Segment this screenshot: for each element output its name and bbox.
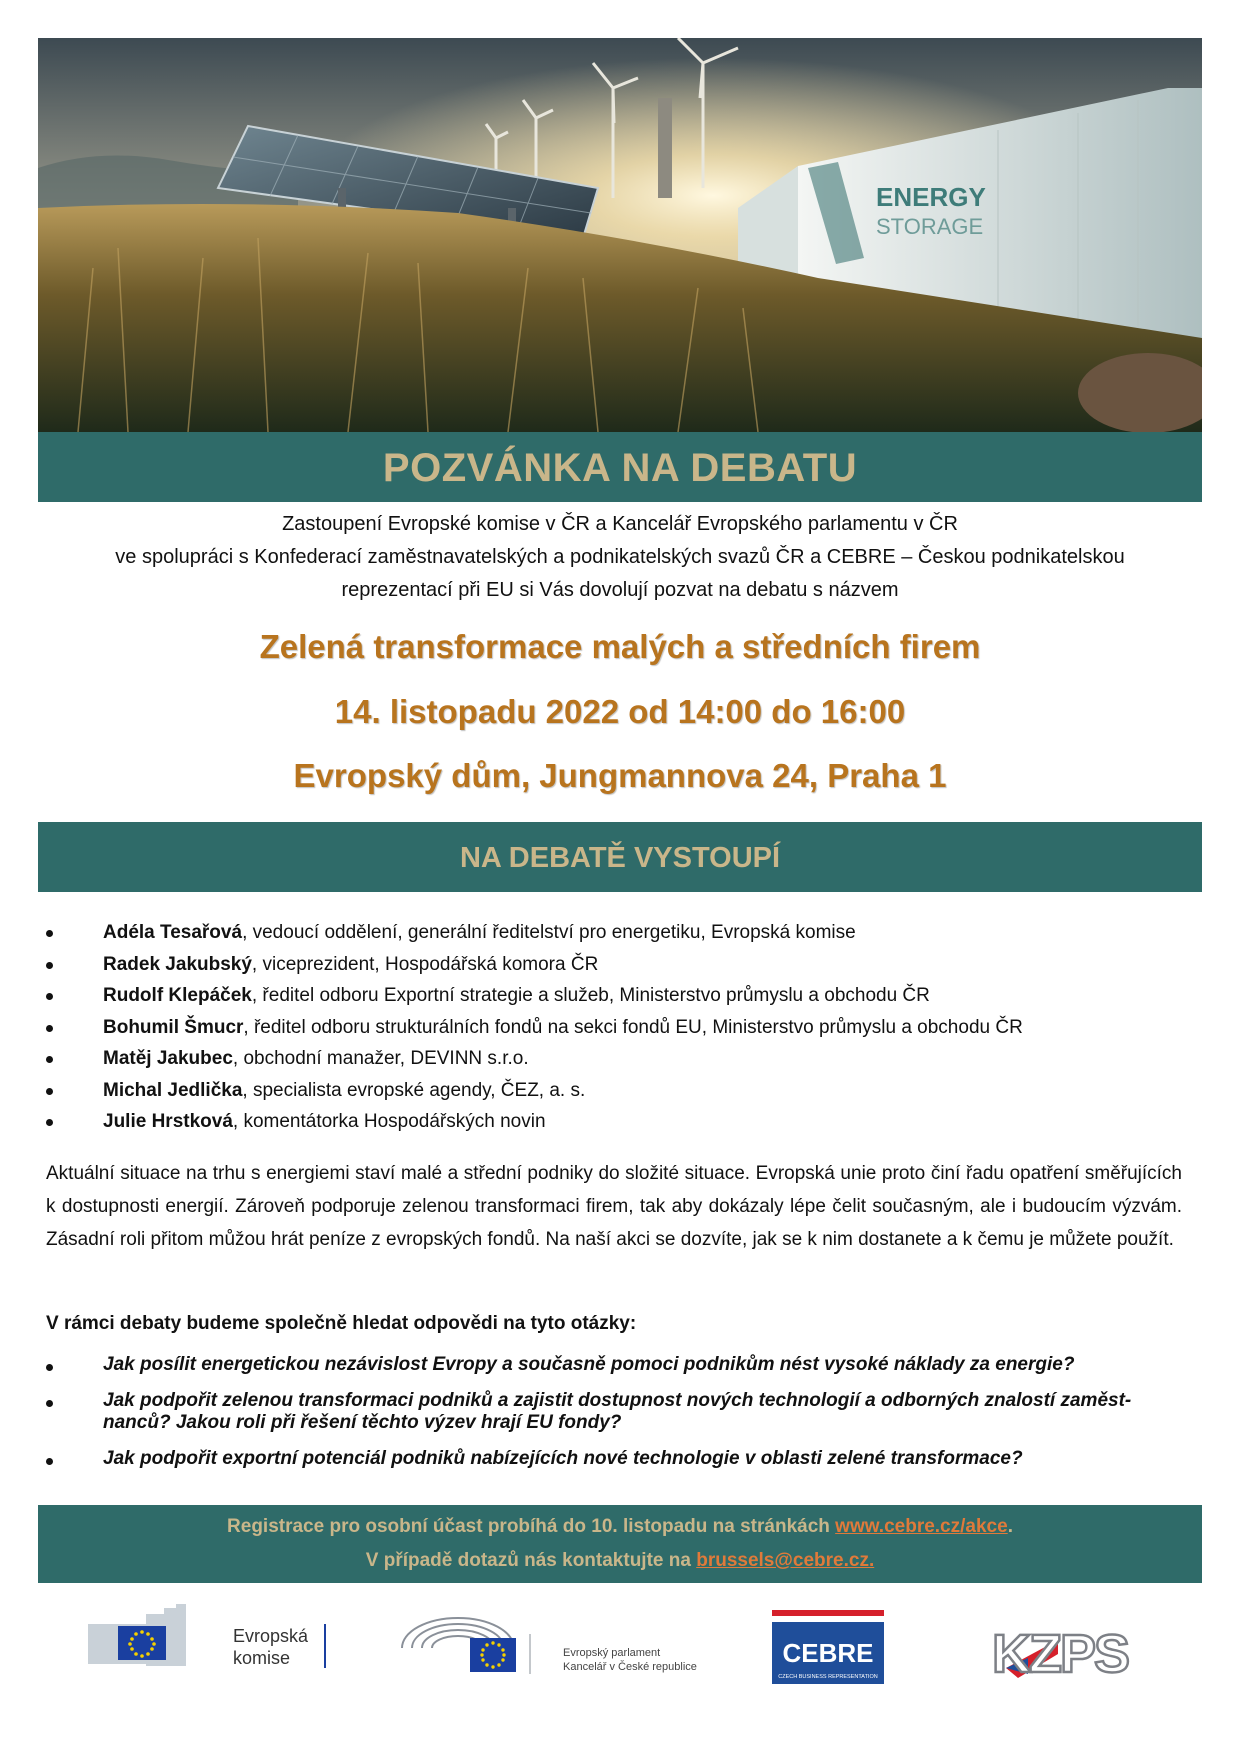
event-place: Evropský dům, Jungmannova 24, Praha 1: [293, 757, 947, 794]
speaker-item: [38, 1106, 1202, 1138]
ep-text-1: Evropský parlament: [563, 1647, 661, 1659]
european-parliament-logo: [398, 1608, 698, 1680]
speaker-role: , vedoucí oddělení, generální ředitelství pro energetiku, Evropská komise: [242, 922, 856, 943]
contact-text: V případě dotazů nás kontaktujte na: [365, 1550, 697, 1571]
questions-heading: V rámci debaty budeme společně hledat odpovědi na tyto otázky:: [46, 1313, 637, 1334]
cebre-subtext: CZECH BUSINESS REPRESENTATION: [778, 1674, 878, 1680]
speaker-role: , ředitel odboru strukturálních fondů na sekci fondů EU, Ministerstvo průmyslu a obchodu ČR: [243, 1016, 1023, 1038]
speaker-name: Julie Hrstková: [103, 1111, 233, 1132]
kzps-logo: [988, 1618, 1162, 1684]
question-item: Jak posílit energetickou nezávislost Evropy a současně pomoci podnikům nést vysoké náklady za energie?: [38, 1354, 1202, 1376]
speaker-role: , obchodní manažer, DEVINN s.r.o.: [232, 1048, 529, 1069]
european-commission-logo: [88, 1602, 328, 1682]
invitation-title-band: [38, 432, 1202, 502]
speaker-role: , komentátorka Hospodářských novin: [232, 1111, 546, 1132]
intro-text: [38, 508, 1202, 607]
ec-text-1: Evropská: [233, 1626, 309, 1646]
speaker-item: [38, 1075, 1202, 1107]
registration-band: [38, 1505, 1202, 1583]
speaker-item: [38, 980, 1202, 1012]
speaker-name: Radek Jakubský: [103, 953, 252, 975]
speaker-name: Bohumil Šmucr: [103, 1016, 244, 1038]
hero-image: [38, 38, 1202, 432]
contact-email-link[interactable]: brussels@cebre.cz.: [696, 1550, 875, 1571]
speaker-item: [38, 917, 1202, 949]
speaker-item: [38, 1043, 1202, 1075]
ec-text-2: komise: [233, 1648, 291, 1668]
speakers-heading: NA DEBATĚ VYSTOUPÍ: [459, 842, 781, 874]
speakers-heading-band: [38, 822, 1202, 892]
speaker-item: [38, 949, 1202, 981]
registration-line-1: [38, 1510, 1202, 1544]
event-date: 14. listopadu 2022 od 14:00 do 16:00: [334, 693, 906, 730]
intro-line-1: Zastoupení Evropské komise v ČR a Kancelář Evropského parlamentu v ČR: [282, 513, 958, 535]
speaker-item: [38, 1012, 1202, 1044]
questions-list: [38, 1354, 1202, 1484]
speaker-role: , specialista evropské agendy, ČEZ, a. s.: [242, 1079, 586, 1101]
cebre-logo: [772, 1610, 884, 1688]
event-title: Zelená transformace malých a středních firem: [259, 628, 981, 665]
speaker-name: Matěj Jakubec: [103, 1048, 233, 1069]
question-item: Jak podpořit exportní potenciál podniků nabízejících nové technologie v oblasti zelené transformace?: [38, 1448, 1202, 1470]
registration-text: Registrace pro osobní účast probíhá do 10. listopadu na stránkách: [227, 1516, 836, 1537]
invitation-title: POZVÁNKA NA DEBATU: [382, 446, 858, 490]
description-paragraph: Aktuální situace na trhu s energiemi staví malé a střední podniky do složité situace. Evropská unie proto činí řadu opatření směřujících k dostupnosti energií. Zároveň podporuje zelenou transformaci firem, tak aby dokázaly lépe čelit současným, ale i budoucím výzvám. Zásadní roli přitom můžou hrát peníze z evropských fondů. Na naší akci se dozvíte, jak se k nim dostanete a k čemu je můžete použít.: [46, 1163, 1182, 1250]
speaker-role: , ředitel odboru Exportní strategie a služeb, Ministerstvo průmyslu a obchodu ČR: [251, 985, 930, 1006]
registration-line-2: [38, 1544, 1202, 1578]
cebre-akce-link[interactable]: www.cebre.cz/akce: [835, 1516, 1008, 1537]
question-item: Jak podpořit zelenou transformaci podniků a zajistit dostupnost nových technologií a odborných znalostí zaměstnanců? Jakou roli při řešení těchto výzev hrají EU fondy?: [38, 1390, 1202, 1434]
kzps-text: KZPS: [992, 1624, 1129, 1684]
speaker-name: Rudolf Klepáček: [103, 985, 252, 1006]
speakers-list: [38, 917, 1202, 1138]
speaker-name: Michal Jedlička: [103, 1079, 243, 1101]
speaker-name: Adéla Tesařová: [103, 922, 243, 943]
storage-text: STORAGE: [876, 214, 984, 239]
energy-text: ENERGY: [876, 182, 986, 212]
cebre-text: CEBRE: [782, 1638, 874, 1668]
intro-line-2: ve spolupráci s Konfederací zaměstnavatelských a podnikatelských svazů ČR a CEBRE – Českou podnikatelskou: [115, 546, 1125, 568]
ep-text-2: Kancelář v České republice: [563, 1661, 697, 1673]
intro-line-3: reprezentací při EU si Vás dovolují pozvat na debatu s názvem: [341, 579, 899, 601]
registration-end: .: [1007, 1516, 1013, 1537]
speaker-role: , viceprezident, Hospodářská komora ČR: [251, 953, 599, 975]
